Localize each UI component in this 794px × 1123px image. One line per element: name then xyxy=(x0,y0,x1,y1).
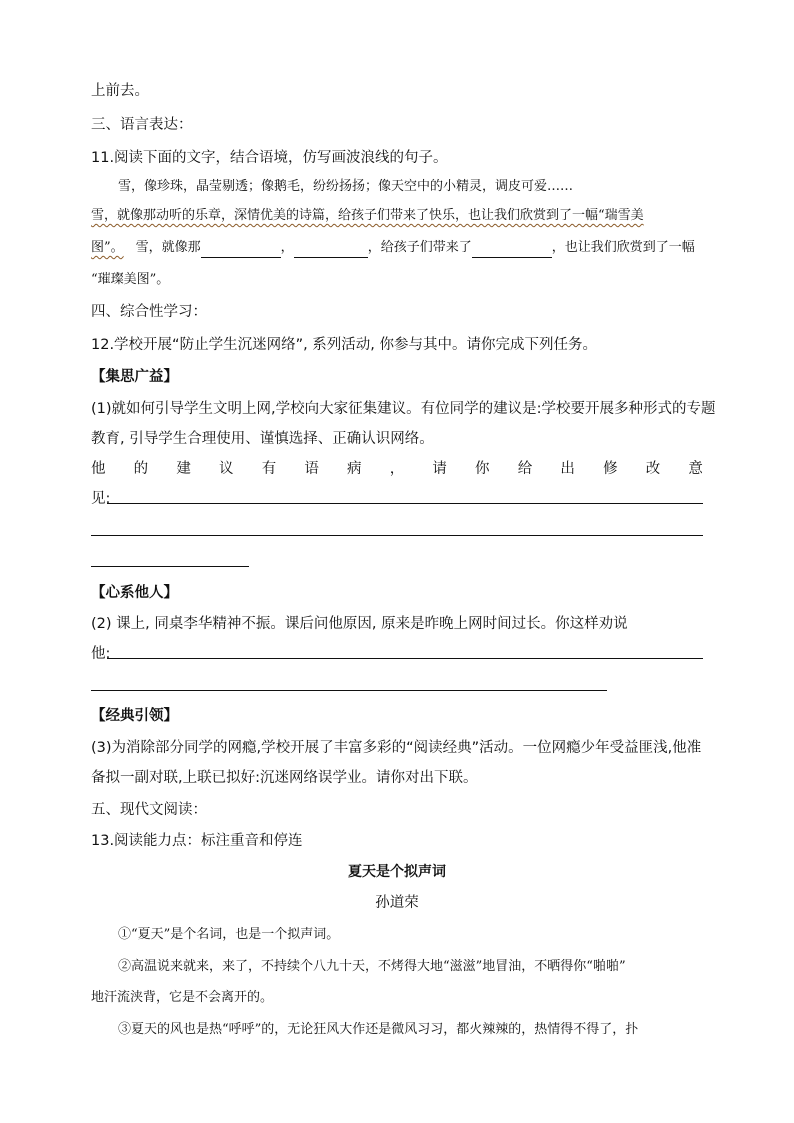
answer-line-2b[interactable] xyxy=(91,690,607,691)
char: 病 xyxy=(347,461,362,477)
wavy-sentence xyxy=(91,206,644,226)
passage-line: 雪，像珍珠，晶莹剔透；像鹅毛，纷纷扬扬；像天空中的小精灵，调皮可爱…… xyxy=(118,179,574,194)
section-heading-language: 三、语言表达： xyxy=(91,117,193,133)
subheading-ideas: 【集思广益】 xyxy=(91,369,178,385)
task-3-line: 备拟一副对联,上联已拟好:沉迷网络误学业。请你对出下联。 xyxy=(91,770,478,786)
char: 语 xyxy=(304,461,319,477)
char: 意 xyxy=(688,461,703,477)
char: 给 xyxy=(517,461,533,477)
answer-blank-3[interactable] xyxy=(472,241,552,258)
char: 出 xyxy=(560,461,575,477)
article-paragraph: ②高温说来就来，来了，不持续个八九十天，不烤得大地“滋滋”地冒油，不晒得你“啪啪” xyxy=(118,959,626,974)
task-1-line: (1)就如何引导学生文明上网,学校向大家征集建议。有位同学的建议是:学校要开展多种形式的专题 xyxy=(91,401,716,417)
prompt-text: ，给孩子们带来了 xyxy=(367,240,472,255)
answer-line-1c[interactable] xyxy=(91,566,249,567)
section-heading-reading: 五、现代文阅读： xyxy=(91,802,207,818)
imitation-line xyxy=(91,238,695,258)
subheading-care: 【心系他人】 xyxy=(91,585,178,601)
char: 的 xyxy=(133,461,149,477)
answer-line-2a[interactable] xyxy=(107,658,703,659)
prompt-comma: ， xyxy=(280,240,294,255)
subheading-classics: 【经典引领】 xyxy=(91,708,178,724)
article-paragraph: ①“夏天”是个名词，也是一个拟声词。 xyxy=(118,927,340,942)
text-line: 上前去。 xyxy=(91,83,149,99)
char: 请 xyxy=(432,461,447,477)
answer-blank-1[interactable] xyxy=(201,241,281,258)
char: 修 xyxy=(603,461,618,477)
char: 改 xyxy=(645,461,661,477)
char: 有 xyxy=(261,461,277,477)
question-13: 13.阅读能力点：标注重音和停连 xyxy=(91,833,303,849)
prompt-text: 雪，就像那 xyxy=(135,240,201,255)
prompt-text: ，也让我们欣赏到了一幅 xyxy=(551,240,695,255)
task-1-line: 教育, 引导学生合理使用、谨慎选择、正确认识网络。 xyxy=(91,431,434,447)
wavy-text-end: 图”。 xyxy=(91,240,124,255)
answer-line-1b[interactable] xyxy=(91,535,703,536)
char: ， xyxy=(389,461,405,477)
answer-line-1a[interactable] xyxy=(107,503,703,504)
answer-blank-2[interactable] xyxy=(294,241,368,258)
article-author: 孙道荣 xyxy=(375,895,419,911)
char: 他 xyxy=(91,461,106,477)
task-1-prompt xyxy=(91,459,703,479)
task-3-line: (3)为消除部分同学的网瘾,学校开展了丰富多彩的“阅读经典”活动。一位网瘾少年受益匪浅,他准 xyxy=(91,740,702,756)
section-heading-comprehensive: 四、综合性学习： xyxy=(91,304,207,320)
task-2-prompt-end: 他: xyxy=(91,646,111,662)
question-11: 11.阅读下面的文字，结合语境，仿写画波浪线的句子。 xyxy=(91,150,448,166)
article-paragraph: ③夏天的风也是热“呼呼”的，无论狂风大作还是微风习习，都火辣辣的，热情得不得了，扑 xyxy=(118,1022,639,1037)
imitation-line-end: “璀璨美图”。 xyxy=(91,272,170,287)
question-12: 12.学校开展“防止学生沉迷网络”, 系列活动, 你参与其中。请你完成下列任务。 xyxy=(91,337,598,353)
char: 议 xyxy=(219,461,234,477)
char: 你 xyxy=(475,461,490,477)
task-1-prompt-end: 见: xyxy=(91,491,111,507)
char: 建 xyxy=(176,461,191,477)
article-title: 夏天是个拟声词 xyxy=(348,864,446,880)
wavy-text: 雪，就像那动听的乐章，深情优美的诗篇，给孩子们带来了快乐，也让我们欣赏到了一幅“瑞雪美 xyxy=(91,208,644,223)
article-paragraph-cont: 地汗流浃背，它是不会离开的。 xyxy=(91,990,274,1005)
task-2-line: (2) 课上, 同桌李华精神不振。课后问他原因, 原来是昨晚上网时间过长。你这样劝说 xyxy=(91,616,628,632)
